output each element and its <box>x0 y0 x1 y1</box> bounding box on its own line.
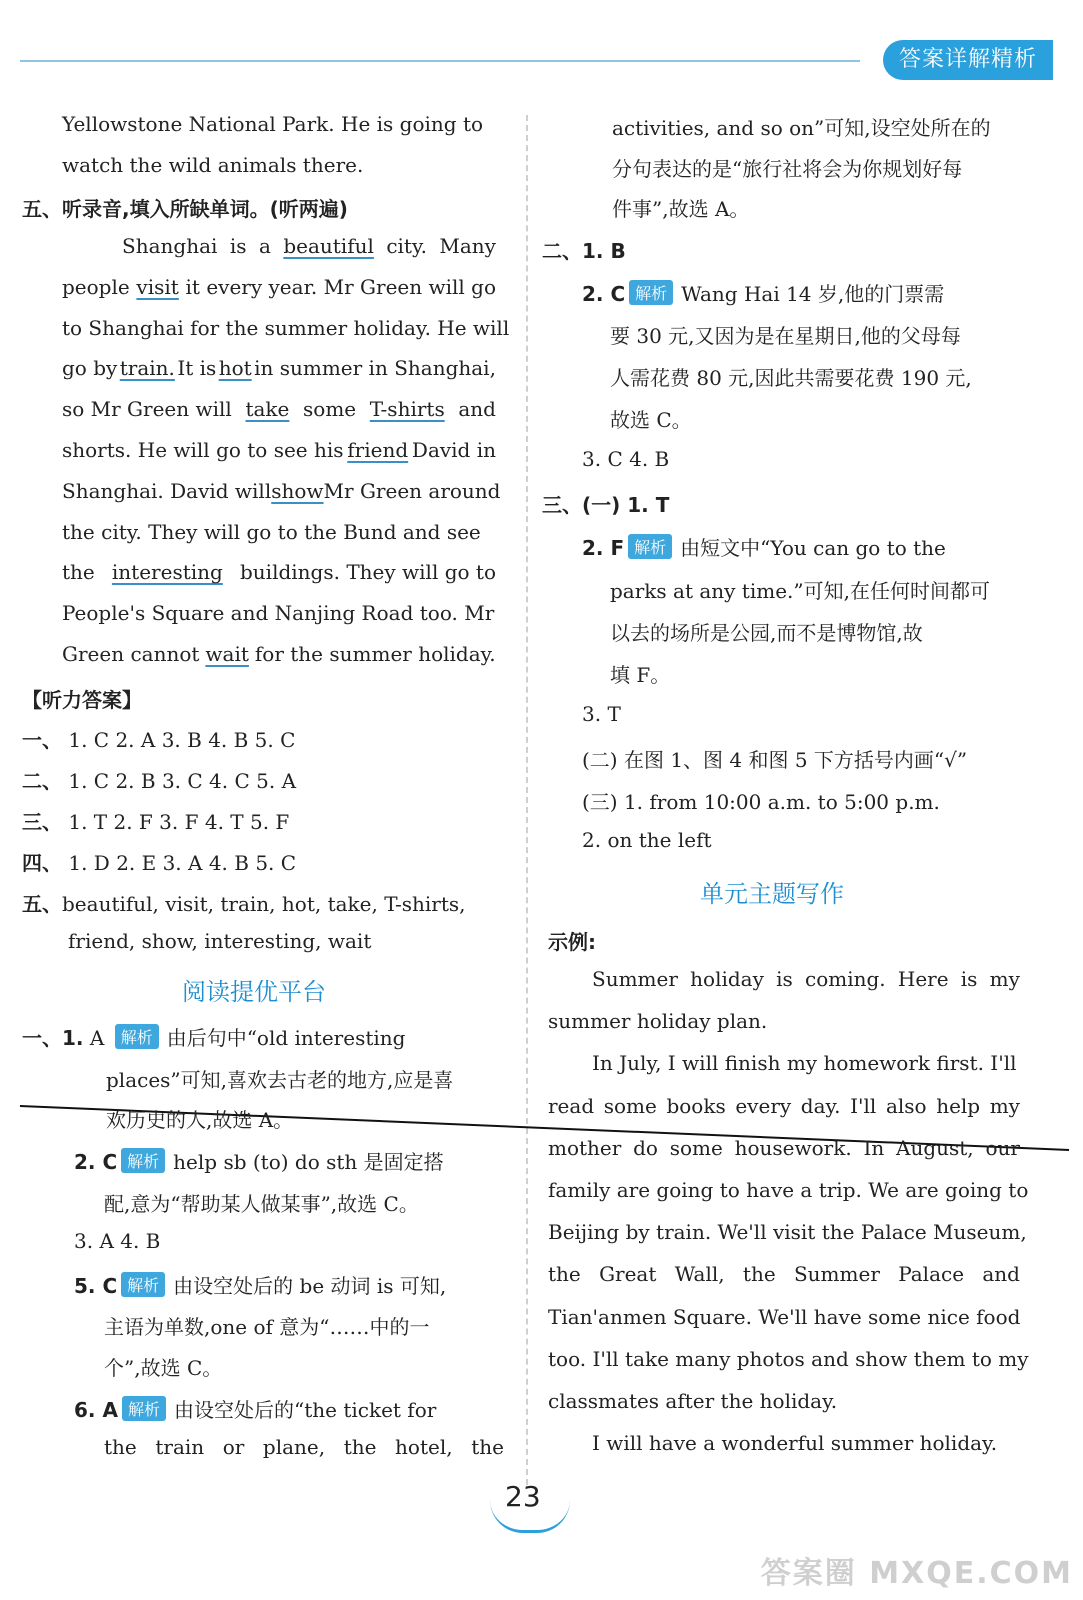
answer-row: 2. on the left <box>582 828 712 852</box>
essay-line-word: Great <box>599 1262 657 1287</box>
essay-line-word: some <box>669 1135 723 1160</box>
passage-line-word: hot <box>218 356 252 381</box>
answer-row <box>74 1270 446 1299</box>
analysis-text: 配,意为“帮助某人做某事”,故选 C。 <box>104 1192 419 1216</box>
analysis-tag: 解析 <box>115 1024 159 1049</box>
passage-line-word: friend <box>347 438 409 462</box>
essay-line-word: help <box>936 1093 981 1118</box>
essay-line-word: do <box>633 1135 658 1160</box>
analysis-text-word: the <box>104 1435 137 1459</box>
essay-line-word: Summer <box>793 1262 880 1287</box>
passage-line-word: David in <box>411 438 496 462</box>
analysis-text: 以去的场所是公园,而不是博物馆,故 <box>610 621 923 645</box>
analysis-text: 人需花费 80 元,因此共需要花费 190 元, <box>610 366 972 390</box>
listening-title: 【听力答案】 <box>22 688 142 712</box>
answer-row <box>22 806 289 835</box>
passage-line-word: some <box>303 397 357 422</box>
passage-line-word: train. <box>119 356 175 381</box>
essay-line-word: In <box>863 1135 885 1160</box>
passage-line <box>122 234 496 258</box>
section-title: 五、听录音,填入所缺单词。(听两遍) <box>22 197 348 221</box>
passage-line-word: shorts. He will go to see his <box>62 438 344 462</box>
analysis-text-word: hotel, <box>395 1435 453 1459</box>
passage-line <box>62 642 496 666</box>
essay-line: Tian'anmen Square. We'll have some nice food <box>548 1304 1021 1329</box>
passage-line-word: Shanghai. David will <box>62 478 272 503</box>
header-badge: 答案详解精析 <box>883 40 1053 80</box>
answer-num: 二、 <box>22 769 62 793</box>
page-number-arc <box>490 1500 570 1533</box>
essay-line-word: books <box>666 1093 726 1118</box>
analysis-tag: 解析 <box>629 280 673 305</box>
answer-row-text: Wang Hai 14 岁,他的门票需 <box>681 282 945 306</box>
essay-line-word: I'll <box>850 1093 877 1118</box>
reading-title: 阅读提优平台 <box>182 978 326 1006</box>
passage-line <box>62 560 496 584</box>
essay-line-word: Palace <box>898 1262 965 1287</box>
analysis-text: 分句表达的是“旅行社将会为你规划好每 <box>612 157 963 181</box>
analysis-text: 由后句中“old interesting <box>166 1026 406 1050</box>
passage-line: People's Square and Nanjing Road too. Mr <box>62 601 495 626</box>
essay-line-word: read <box>548 1093 595 1118</box>
essay-line: In July, I will finish my homework first. I'll <box>592 1051 1017 1076</box>
answer-num: 一、 <box>22 728 62 752</box>
essay-line-word: Here <box>897 967 949 991</box>
passage-line-word: T-shirts <box>369 397 445 422</box>
essay-line <box>548 1136 1020 1160</box>
example-label: 示例: <box>548 930 596 954</box>
essay-line-word: coming. <box>805 967 886 991</box>
passage-line-word: people <box>62 274 130 299</box>
essay-line: family are going to have a trip. We are going to <box>548 1178 1029 1202</box>
essay-line-word: some <box>603 1093 657 1118</box>
answer-row-num: 2. C <box>74 1150 118 1174</box>
answer-num: 三、 <box>22 810 62 834</box>
answer-row: (三) 1. from 10:00 a.m. to 5:00 p.m. <box>582 790 940 814</box>
essay-line-word: and <box>982 1262 1020 1287</box>
answer-row <box>22 888 465 917</box>
answer-row-text: 由短文中“You can go to the <box>680 536 946 560</box>
essay-line-word: Summer <box>592 967 678 991</box>
passage-line-word: buildings. They will go to <box>239 560 496 585</box>
answer-items: 1. C 2. B 3. C 4. C 5. A <box>62 769 297 793</box>
para-line: watch the wild animals there. <box>62 153 364 177</box>
passage-line-word: the <box>62 560 95 585</box>
essay-line-word: the <box>548 1262 581 1287</box>
answer-items: friend, show, interesting, wait <box>68 929 372 953</box>
answer-row: 3. A 4. B <box>74 1229 161 1253</box>
analysis-text-word: train <box>155 1435 205 1459</box>
answer-items: beautiful, visit, train, hot, take, T-shirts, <box>62 892 466 916</box>
answer-row: 二、1. B <box>542 239 626 263</box>
answer-row <box>582 278 944 307</box>
passage-line: to Shanghai for the summer holiday. He will <box>62 315 510 340</box>
para-line: Yellowstone National Park. He is going to <box>62 112 484 136</box>
passage-line: the city. They will go to the Bund and see <box>62 519 481 544</box>
essay-line: I will have a wonderful summer holiday. <box>592 1431 998 1456</box>
passage-line <box>62 397 496 421</box>
analysis-text: 故选 C。 <box>610 408 692 432</box>
answer-row <box>22 847 296 876</box>
passage-line-word: Many <box>439 234 496 258</box>
essay-line-word: every <box>735 1093 792 1118</box>
passage-line-word: city. <box>386 234 427 258</box>
passage-line <box>62 356 496 380</box>
essay-line-word: holiday <box>690 967 764 991</box>
essay-line-word: August, <box>896 1135 974 1160</box>
essay-line <box>548 1262 1020 1286</box>
analysis-text-word: the <box>343 1435 377 1459</box>
answer-row <box>74 1146 444 1175</box>
analysis-text: 件事”,故选 A。 <box>612 197 750 221</box>
passage-line-word: Mr Green around <box>323 478 501 503</box>
passage-line-word: for the summer holiday. <box>254 642 496 666</box>
essay-line <box>592 967 1020 991</box>
header-rule <box>20 60 860 62</box>
passage-line-word: Shanghai <box>122 234 218 258</box>
analysis-text: 要 30 元,又因为是在星期日,他的父母每 <box>610 324 961 348</box>
passage-line-word: so Mr Green will <box>62 397 232 422</box>
answer-items: 1. C 2. A 3. B 4. B 5. C <box>62 728 296 752</box>
passage-line-word: Green cannot <box>62 642 200 666</box>
analysis-tag: 解析 <box>628 534 672 559</box>
essay-line: too. I'll take many photos and show them to my <box>548 1346 1029 1371</box>
answer-row-num: 6. A <box>74 1398 118 1422</box>
answer-row <box>22 1022 405 1051</box>
essay-line-word: also <box>885 1093 927 1118</box>
passage-line <box>62 275 496 299</box>
essay-line-word: housework. <box>734 1135 852 1160</box>
essay-line-word: our <box>985 1135 1020 1160</box>
answer-row <box>22 724 295 753</box>
analysis-text: activities, and so on”可知,设空处所在的 <box>612 116 991 140</box>
column-divider <box>526 115 528 1485</box>
answer-num: 五、 <box>22 892 62 916</box>
analysis-tag: 解析 <box>122 1396 166 1421</box>
passage-line-word: interesting <box>111 560 223 585</box>
answer-row-num: 5. C <box>74 1274 118 1298</box>
essay-line-word: my <box>989 1093 1020 1118</box>
answer-row <box>74 1394 436 1423</box>
writing-title: 单元主题写作 <box>700 880 844 908</box>
essay-line-word: my <box>989 967 1020 991</box>
analysis-tag: 解析 <box>121 1272 165 1297</box>
analysis-text: 主语为单数,one of 意为“……中的一 <box>104 1315 430 1339</box>
answer-row: 3. T <box>582 702 621 726</box>
answer-row: (二) 在图 1、图 4 和图 5 下方括号内画“√” <box>582 748 968 772</box>
answer-row: 三、(一) 1. T <box>542 493 670 517</box>
answer-num: 四、 <box>22 851 62 875</box>
passage-line-word: go by <box>62 356 118 381</box>
passage-line-word: and <box>458 397 496 422</box>
essay-line-word: Wall, <box>674 1262 725 1287</box>
passage-line <box>62 478 501 503</box>
answer-row-text: help sb (to) do sth 是固定搭 <box>173 1150 444 1174</box>
passage-line-word: it every year. Mr Green will go <box>185 274 496 299</box>
essay-line-word: the <box>742 1262 776 1287</box>
analysis-text <box>104 1435 504 1459</box>
essay-line <box>548 1094 1020 1118</box>
answer-items: 1. D 2. E 3. A 4. B 5. C <box>62 851 297 875</box>
page-number: 23 <box>505 1480 541 1513</box>
essay-line: summer holiday plan. <box>548 1009 768 1034</box>
watermark: 答案圈 MXQE.COM <box>760 1556 1073 1591</box>
essay-line: Beijing by train. We'll visit the Palace Museum, <box>548 1220 1027 1245</box>
analysis-text: 填 F。 <box>610 663 671 687</box>
answer-row: 3. C 4. B <box>582 447 670 471</box>
answer-num: 一、1. <box>22 1026 84 1050</box>
answer-row-num: 2. F <box>582 536 625 560</box>
answer-row <box>22 765 296 794</box>
passage-line-word: It is <box>177 356 217 381</box>
passage-line-word: take <box>245 397 290 422</box>
essay-line-word: is <box>776 967 793 991</box>
answer-choice: A <box>83 1026 111 1050</box>
passage-line-word: show <box>271 478 324 503</box>
analysis-text: parks at any time.”可知,在任何时间都可 <box>610 579 990 603</box>
answer-row-num: 2. C <box>582 282 626 306</box>
essay-line-word: day. <box>800 1093 841 1118</box>
analysis-text-word: plane, <box>262 1435 326 1459</box>
answer-row <box>582 532 946 561</box>
essay-line-word: is <box>960 967 978 991</box>
passage-line <box>62 438 496 462</box>
answer-row-text: 由设空处后的“the ticket for <box>173 1398 437 1422</box>
answer-row-text: 由设空处后的 be 动词 is 可知, <box>173 1274 447 1298</box>
analysis-text: 个”,故选 C。 <box>104 1356 223 1380</box>
analysis-text: 欢历史的人,故选 A。 <box>106 1108 294 1132</box>
passage-line-word: is <box>229 234 247 258</box>
passage-line-word: wait <box>205 642 249 666</box>
analysis-text-word: the <box>471 1435 504 1459</box>
essay-line-word: mother <box>548 1135 622 1160</box>
analysis-text-word: or <box>222 1435 245 1459</box>
analysis-text: places”可知,喜欢去古老的地方,应是喜 <box>106 1068 454 1092</box>
passage-line-word: visit <box>136 274 179 299</box>
answer-items: 1. T 2. F 3. F 4. T 5. F <box>62 810 290 834</box>
essay-line: classmates after the holiday. <box>548 1389 838 1413</box>
passage-line-word: beautiful <box>283 234 374 258</box>
passage-line-word: a <box>258 234 271 258</box>
analysis-tag: 解析 <box>121 1148 165 1173</box>
passage-line-word: in summer in Shanghai, <box>254 356 496 381</box>
